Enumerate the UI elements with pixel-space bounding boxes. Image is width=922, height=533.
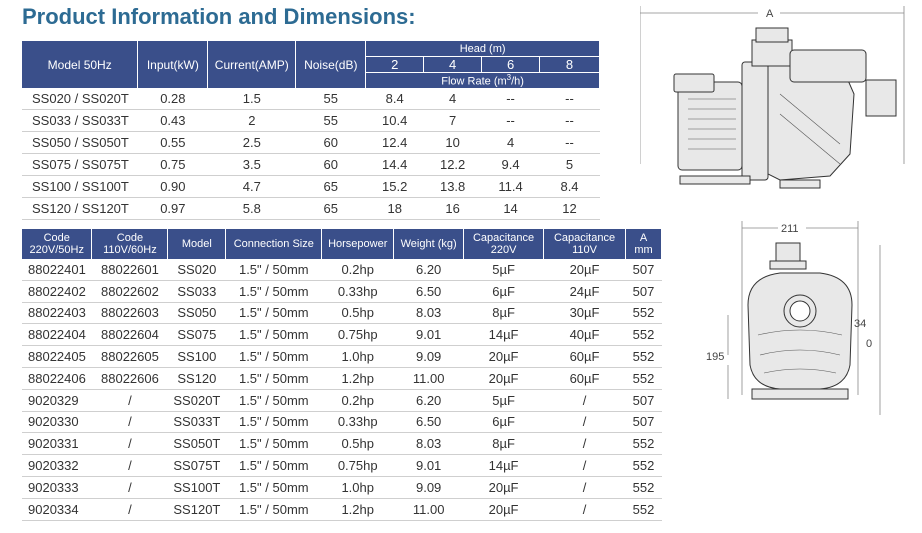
cell-f6: --: [482, 88, 540, 110]
cell-a: 552: [625, 367, 661, 389]
top-outlet: [776, 243, 800, 263]
cell-f8: --: [540, 88, 600, 110]
cell-cap220: 14µF: [464, 455, 544, 477]
cell-weight: 6.50: [394, 411, 464, 433]
cell-model: SS075: [168, 324, 226, 346]
table-row: [22, 389, 662, 411]
header-capacitance-110: Capacitance 110V: [544, 229, 626, 259]
cell-model: SS050: [168, 302, 226, 324]
header-a-mm: A mm: [625, 229, 661, 259]
header-head-2: 2: [366, 57, 424, 73]
cell-input: 0.43: [138, 110, 208, 132]
cell-conn: 1.5" / 50mm: [226, 367, 322, 389]
cell-hp: 1.0hp: [322, 346, 394, 368]
cell-c220: 88022401: [22, 259, 92, 280]
cell-c220: 88022406: [22, 367, 92, 389]
cell-input: 0.55: [138, 132, 208, 154]
cell-c110: 88022606: [92, 367, 168, 389]
cell-f8: 5: [540, 154, 600, 176]
cell-conn: 1.5" / 50mm: [226, 498, 322, 520]
cell-model: SS100: [168, 346, 226, 368]
cell-input: 0.75: [138, 154, 208, 176]
cell-noise: 60: [296, 132, 366, 154]
cell-f4: 4: [424, 88, 482, 110]
header-noise: Noise(dB): [296, 41, 366, 88]
table-row: [22, 88, 600, 110]
cell-weight: 11.00: [394, 498, 464, 520]
cell-weight: 6.20: [394, 259, 464, 280]
header-current: Current(AMP): [208, 41, 296, 88]
cell-a: 552: [625, 455, 661, 477]
table-row: [22, 433, 662, 455]
cell-a: 507: [625, 411, 661, 433]
cell-f2: 14.4: [366, 154, 424, 176]
cell-c110: /: [92, 476, 168, 498]
header-horsepower: Horsepower: [322, 229, 394, 259]
header-head-4: 4: [424, 57, 482, 73]
cell-cap110: 20µF: [544, 259, 626, 280]
cell-cap110: /: [544, 476, 626, 498]
cell-f8: 12: [540, 198, 600, 220]
table-row: [22, 346, 662, 368]
header-connection-size: Connection Size: [226, 229, 322, 259]
cell-cap220: 20µF: [464, 367, 544, 389]
cell-hp: 1.2hp: [322, 498, 394, 520]
pump-side-view-drawing: [640, 4, 910, 196]
pump-front-view-drawing: [700, 215, 900, 425]
header-head-6: 6: [482, 57, 540, 73]
cell-weight: 6.50: [394, 280, 464, 302]
cell-model: SS050 / SS050T: [22, 132, 138, 154]
strainer-lid: [790, 50, 866, 82]
table-row: [22, 259, 662, 280]
cell-a: 507: [625, 280, 661, 302]
cell-c220: 9020332: [22, 455, 92, 477]
table-row: [22, 302, 662, 324]
cell-c110: /: [92, 389, 168, 411]
cell-conn: 1.5" / 50mm: [226, 259, 322, 280]
cell-current: 2: [208, 110, 296, 132]
cell-cap110: /: [544, 389, 626, 411]
table-row: [22, 132, 600, 154]
cell-noise: 60: [296, 154, 366, 176]
cell-model: SS100T: [168, 476, 226, 498]
cell-cap110: 40µF: [544, 324, 626, 346]
header-flow-rate: Flow Rate $(m^3/h)$: [366, 73, 600, 89]
cell-hp: 0.75hp: [322, 324, 394, 346]
cell-f4: 13.8: [424, 176, 482, 198]
cell-conn: 1.5" / 50mm: [226, 433, 322, 455]
page-title: Product Information and Dimensions:: [22, 4, 416, 29]
cell-c110: 88022603: [92, 302, 168, 324]
cell-a: 552: [625, 346, 661, 368]
table-row: [22, 280, 662, 302]
header-weight: Weight (kg): [394, 229, 464, 259]
table-row: [22, 455, 662, 477]
cell-cap220: 20µF: [464, 346, 544, 368]
cell-noise: 55: [296, 88, 366, 110]
cell-weight: 9.09: [394, 346, 464, 368]
cell-f6: 4: [482, 132, 540, 154]
cell-conn: 1.5" / 50mm: [226, 324, 322, 346]
cell-conn: 1.5" / 50mm: [226, 302, 322, 324]
cell-cap220: 6µF: [464, 280, 544, 302]
cell-model: SS033T: [168, 411, 226, 433]
cell-cap110: /: [544, 498, 626, 520]
cell-hp: 1.0hp: [322, 476, 394, 498]
table-row: [22, 198, 600, 220]
cell-current: 2.5: [208, 132, 296, 154]
cell-input: 0.90: [138, 176, 208, 198]
cell-model: SS020 / SS020T: [22, 88, 138, 110]
cell-weight: 9.01: [394, 455, 464, 477]
table-row: [22, 367, 662, 389]
table-row: [22, 476, 662, 498]
dimension-right-label-a: 34: [854, 318, 867, 330]
performance-table: [22, 41, 600, 220]
cell-c110: 88022601: [92, 259, 168, 280]
cell-cap220: 8µF: [464, 433, 544, 455]
cell-hp: 0.75hp: [322, 455, 394, 477]
cell-noise: 65: [296, 198, 366, 220]
cell-hp: 0.5hp: [322, 433, 394, 455]
header-capacitance-220: Capacitance 220V: [464, 229, 544, 259]
cell-cap220: 20µF: [464, 498, 544, 520]
cell-c220: 88022405: [22, 346, 92, 368]
cell-conn: 1.5" / 50mm: [226, 389, 322, 411]
cell-f8: --: [540, 110, 600, 132]
cell-conn: 1.5" / 50mm: [226, 346, 322, 368]
cell-model: SS120: [168, 367, 226, 389]
cell-c220: 88022402: [22, 280, 92, 302]
cell-model: SS020: [168, 259, 226, 280]
cell-c110: /: [92, 498, 168, 520]
table-row: [22, 411, 662, 433]
table-row: [22, 110, 600, 132]
cell-conn: 1.5" / 50mm: [226, 280, 322, 302]
cell-a: 507: [625, 389, 661, 411]
cell-f8: 8.4: [540, 176, 600, 198]
cell-cap220: 6µF: [464, 411, 544, 433]
header-head: Head (m): [366, 41, 600, 57]
cell-f6: 14: [482, 198, 540, 220]
cell-hp: 0.33hp: [322, 411, 394, 433]
cell-weight: 9.09: [394, 476, 464, 498]
cell-model: SS020T: [168, 389, 226, 411]
cell-a: 552: [625, 433, 661, 455]
cell-cap220: 5µF: [464, 389, 544, 411]
cell-model: SS100 / SS100T: [22, 176, 138, 198]
header-input: Input(kW): [138, 41, 208, 88]
cell-c220: 9020333: [22, 476, 92, 498]
cell-c220: 9020329: [22, 389, 92, 411]
cell-current: 1.5: [208, 88, 296, 110]
cell-cap220: 5µF: [464, 259, 544, 280]
header-code-220: Code 220V/50Hz: [22, 229, 92, 259]
cell-c110: 88022605: [92, 346, 168, 368]
cell-f2: 18: [366, 198, 424, 220]
cell-weight: 6.20: [394, 389, 464, 411]
cell-c110: 88022604: [92, 324, 168, 346]
cell-f8: --: [540, 132, 600, 154]
cell-weight: 11.00: [394, 367, 464, 389]
cell-hp: 1.2hp: [322, 367, 394, 389]
cell-noise: 55: [296, 110, 366, 132]
cell-input: 0.97: [138, 198, 208, 220]
cell-hp: 0.2hp: [322, 259, 394, 280]
cell-cap220: 8µF: [464, 302, 544, 324]
cell-model: SS120 / SS120T: [22, 198, 138, 220]
cell-model: SS075 / SS075T: [22, 154, 138, 176]
cell-f4: 12.2: [424, 154, 482, 176]
cell-current: 5.8: [208, 198, 296, 220]
cell-model: SS120T: [168, 498, 226, 520]
cell-c110: /: [92, 411, 168, 433]
dimension-height-label: 195: [706, 351, 725, 363]
cell-cap220: 20µF: [464, 476, 544, 498]
cell-weight: 9.01: [394, 324, 464, 346]
pump-housing-front: [748, 273, 852, 389]
cell-model: SS050T: [168, 433, 226, 455]
cell-f4: 16: [424, 198, 482, 220]
cell-cap110: 60µF: [544, 346, 626, 368]
cell-c220: 88022404: [22, 324, 92, 346]
cell-c220: 9020334: [22, 498, 92, 520]
cell-c220: 9020331: [22, 433, 92, 455]
cell-f6: 9.4: [482, 154, 540, 176]
table-row: [22, 154, 600, 176]
cell-c220: 9020330: [22, 411, 92, 433]
header-code-110: Code 110V/60Hz: [92, 229, 168, 259]
cell-conn: 1.5" / 50mm: [226, 455, 322, 477]
table-row: [22, 498, 662, 520]
cell-input: 0.28: [138, 88, 208, 110]
cell-weight: 8.03: [394, 433, 464, 455]
cell-f6: 11.4: [482, 176, 540, 198]
header-model: Model: [168, 229, 226, 259]
cell-f2: 15.2: [366, 176, 424, 198]
cell-a: 552: [625, 476, 661, 498]
cell-hp: 0.5hp: [322, 302, 394, 324]
cell-cap110: /: [544, 411, 626, 433]
cell-c110: /: [92, 455, 168, 477]
cell-conn: 1.5" / 50mm: [226, 476, 322, 498]
header-model: Model 50Hz: [22, 41, 138, 88]
cell-hp: 0.33hp: [322, 280, 394, 302]
dimension-a-label: A: [766, 8, 774, 20]
cell-a: 552: [625, 302, 661, 324]
cell-f4: 10: [424, 132, 482, 154]
table-row: [22, 176, 600, 198]
cell-current: 3.5: [208, 154, 296, 176]
table-row: [22, 324, 662, 346]
cell-a: 552: [625, 498, 661, 520]
cell-noise: 65: [296, 176, 366, 198]
cell-f2: 12.4: [366, 132, 424, 154]
cell-c110: 88022602: [92, 280, 168, 302]
cell-model: SS075T: [168, 455, 226, 477]
cell-current: 4.7: [208, 176, 296, 198]
cell-cap110: 30µF: [544, 302, 626, 324]
cell-weight: 8.03: [394, 302, 464, 324]
cell-a: 552: [625, 324, 661, 346]
motor-body: [678, 82, 742, 170]
cell-cap110: /: [544, 455, 626, 477]
cell-cap110: 60µF: [544, 367, 626, 389]
cell-f6: --: [482, 110, 540, 132]
cell-model: SS033 / SS033T: [22, 110, 138, 132]
cell-hp: 0.2hp: [322, 389, 394, 411]
cell-cap110: 24µF: [544, 280, 626, 302]
cell-f2: 10.4: [366, 110, 424, 132]
cell-cap220: 14µF: [464, 324, 544, 346]
spec-table: [22, 229, 662, 521]
cell-c110: /: [92, 433, 168, 455]
header-head-8: 8: [540, 57, 600, 73]
cell-conn: 1.5" / 50mm: [226, 411, 322, 433]
cell-cap110: /: [544, 433, 626, 455]
cell-f2: 8.4: [366, 88, 424, 110]
cell-a: 507: [625, 259, 661, 280]
dimension-width-label: 211: [781, 223, 799, 235]
cell-model: SS033: [168, 280, 226, 302]
cell-f4: 7: [424, 110, 482, 132]
cell-c220: 88022403: [22, 302, 92, 324]
dimension-right-label-b: 0: [866, 338, 873, 350]
